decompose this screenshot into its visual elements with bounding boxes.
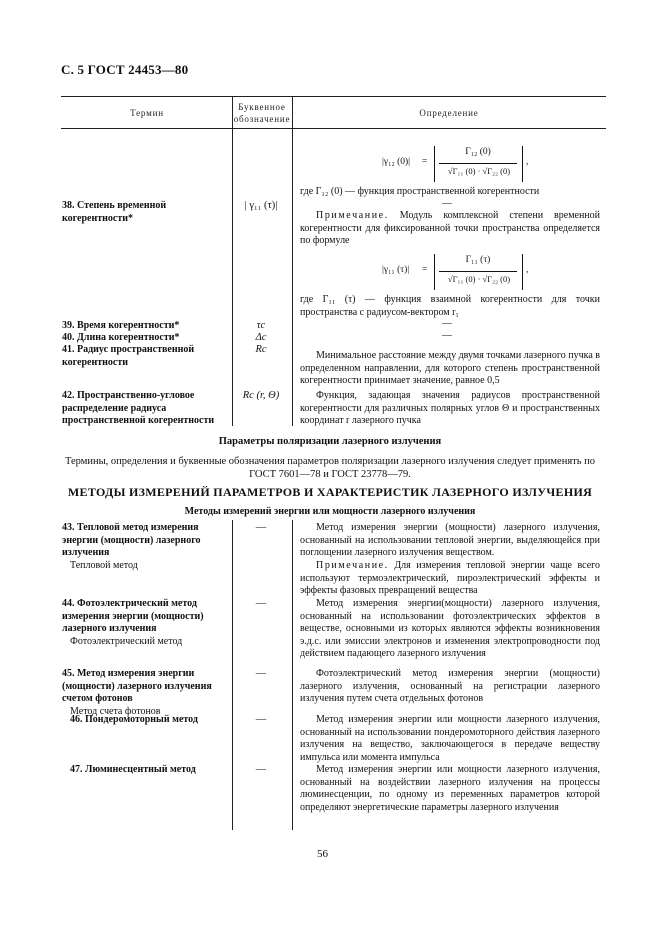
formula2-equals: = (422, 265, 428, 275)
table-top-rule (61, 96, 606, 97)
definition-44: Метод измерения энергии(мощности) лазерного излучения, основанный на использовании фотоэлектрических эффектов в веществе, основными из которых являются эффекты возникновения э.д.с. или эмиссии электронов и изменения электропроводности под действием падающего лазерного излучения (300, 598, 600, 659)
definition-42: Функция, задающая значения радиусов пространственной когерентности для различных полярных углов Θ и пространственных координат r лазерного пучка (300, 390, 600, 426)
term-45-title: 45. Метод измерения энергии (мощности) лазерного излучения счетом фотонов (62, 668, 212, 704)
page-header: С. 5 ГОСТ 24453—80 (61, 62, 189, 77)
term-38: 38. Степень временной когерентности* (62, 200, 167, 224)
formula2-right-bar (522, 254, 523, 290)
symbol-47: — (255, 764, 267, 775)
formula1-num: Γ₁₂ (0) (465, 147, 491, 157)
definition-38: где Γ₁₂ (0) — функция пространственной когерентности (300, 186, 540, 197)
column-header-symbol-2: обозначение (233, 114, 291, 124)
symbol-45: — (255, 668, 267, 679)
page-number: 56 (317, 848, 328, 860)
term-46 (62, 714, 230, 727)
formula2-tail: , (526, 265, 529, 275)
formula2-fraction-line (439, 271, 517, 272)
definition-43: Метод измерения энергии (мощности) лазерного излучения, основанный на использовании тепловой энергии, выделяющейся при поглощении лазерного излучения веществом. (300, 522, 600, 558)
formula1-lhs: |γ₁₂ (0)| (382, 157, 411, 167)
symbol-43: — (255, 522, 267, 533)
term-47 (62, 764, 230, 777)
definition-41: Минимальное расстояние между двумя точками лазерного пучка в определенном направлении, для которого степень пространственной когерентности принимает значение, равное 0,5 (300, 350, 600, 386)
definition-47: Метод измерения энергии или мощности лазерного излучения, основанный на воздействии лазерного излучения на процессы люминесценции, по одному из переменных параметров которой определяют энергетические параметры лазерного излучения (300, 764, 600, 813)
symbol-40: Δc (255, 332, 267, 343)
symbol-41: Rc (255, 344, 267, 355)
formula2-left-bar (434, 254, 435, 290)
term-45 (62, 668, 230, 718)
formula1-equals: = (422, 157, 428, 167)
lower-column-divider-2 (292, 520, 293, 830)
definition-38-cont: где Γ₁₁ (τ) — функция взаимной когерентности для точки пространства с радиусом-вектором r₁ (300, 294, 600, 318)
formula2-lhs: |γ₁₁ (τ)| (382, 265, 410, 275)
term-41: 41. Радиус пространственной когерентности (62, 344, 195, 368)
column-divider-1 (232, 96, 233, 426)
column-divider-2 (292, 96, 293, 426)
note-text-38: Модуль комплексной степени временной когерентности для фиксированной точки пространства определяется по формуле (300, 210, 601, 246)
column-header-term: Термин (130, 108, 164, 118)
formula-gamma11 (382, 254, 562, 294)
formula1-den: √Γ₁₁ (0) · √Γ₂₂ (0) (447, 166, 511, 176)
definition-39: — (442, 318, 452, 329)
symbol-46: — (255, 714, 267, 725)
term-43-alt: Тепловой метод (70, 559, 138, 571)
note-43 (300, 560, 600, 598)
section-methods-title: МЕТОДЫ ИЗМЕРЕНИЙ ПАРАМЕТРОВ И ХАРАКТЕРИСТИК ЛАЗЕРНОГО ИЗЛУЧЕНИЯ (67, 485, 593, 499)
term-40: 40. Длина когерентности* (62, 332, 180, 343)
symbol-38: | γ₁₁ (τ)| (244, 200, 278, 211)
formula1-tail: , (526, 157, 529, 167)
definition-45: Фотоэлектрический метод измерения энергии (мощности) лазерного излучения, основанный на регистрации лазерного излучения путем счета отдельных фотонов (300, 668, 600, 704)
formula1-fraction-line (439, 163, 517, 164)
symbol-39: τc (256, 320, 266, 331)
term-44-title: 44. Фотоэлектрический метод измерения энергии (мощности) лазерного излучения (62, 598, 204, 634)
section-energy-title: Методы измерений энергии или мощности лазерного излучения (184, 506, 476, 517)
table-header-bottom-rule (61, 128, 606, 129)
column-header-symbol-1: Буквенное (238, 102, 286, 112)
formula1-right-bar (522, 146, 523, 182)
symbol-44: — (255, 598, 267, 609)
term-44 (62, 598, 230, 648)
note-text-43: Для измерения тепловой энергии чаще всего используют термоэлектрический, пироэлектрический эффекты и эффекты фазовых превращений вещества (300, 560, 601, 596)
term-42: 42. Пространственно-угловое распределение радиуса пространственной когерентности (62, 390, 215, 426)
note-38 (300, 210, 600, 248)
term-43-title: 43. Тепловой метод измерения энергии (мощности) лазерного излучения (62, 522, 201, 558)
definition-40: — (442, 330, 452, 341)
dash-38: — (442, 198, 452, 209)
term-43 (62, 522, 230, 572)
term-44-alt: Фотоэлектрический метод (70, 635, 183, 647)
term-46-title: 46. Пондеромоторный метод (70, 714, 198, 725)
note-label-38: Примечание. (316, 210, 389, 221)
section-polarization-title: Параметры поляризации лазерного излучения (218, 436, 442, 447)
formula1-left-bar (434, 146, 435, 182)
column-header-definition: Определение (419, 108, 479, 118)
formula2-den: √Γ₁₁ (0) · √Γ₂₂ (0) (447, 274, 511, 284)
symbol-42: Rc (r, Θ) (242, 390, 280, 401)
polarization-paragraph: Термины, определения и буквенные обозначения параметров поляризации лазерного излучения следует применять по ГОСТ 7601—78 и ГОСТ 23778—79. (64, 456, 596, 480)
term-45-alt: Метод счета фотонов (70, 705, 161, 717)
note-label-43: Примечание. (316, 560, 389, 571)
term-39: 39. Время когерентности* (62, 320, 180, 331)
formula-gamma12 (382, 146, 562, 186)
term-47-title: 47. Люминесцентный метод (70, 764, 196, 775)
definition-46: Метод измерения энергии или мощности лазерного излучения, основанный на использовании пондеромоторного действия лазерного излучения на вещество, заключающегося в передаче веществу импульса или момента импульса (300, 714, 600, 763)
formula2-num: Γ₁₁ (τ) (465, 255, 491, 265)
